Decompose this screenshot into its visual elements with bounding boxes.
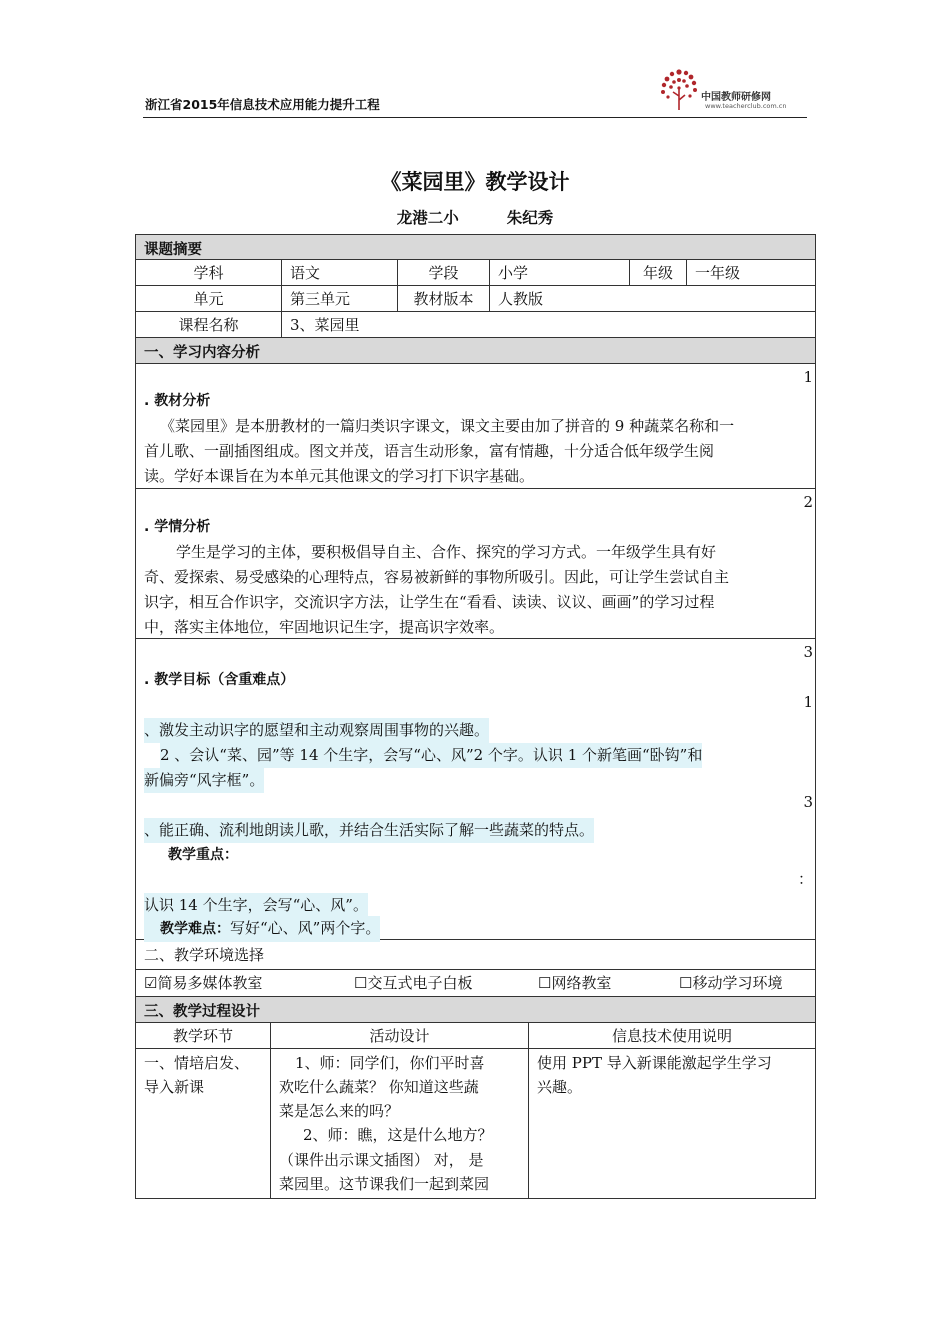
- activity-text: 菜是怎么来的吗？: [279, 1102, 400, 1120]
- key-point-label: 教学重点：: [168, 847, 238, 863]
- difficulty-label: 教学难点：: [160, 921, 230, 937]
- textbook-line: 首儿歌、一副插图组成。图文并茂，语言生动形象，富有情趣，十分适合低年级学生阅: [144, 442, 715, 460]
- learner-title: . 学情分析: [144, 519, 211, 535]
- activity-text: 1、师：同学们，你们平时喜: [295, 1054, 485, 1072]
- program-title: 浙江省2015年信息技术应用能力提升工程: [145, 97, 380, 112]
- goals-number: 3: [803, 643, 813, 661]
- difficulty-line: [144, 916, 380, 942]
- logo-url-text: www.teacherclub.com.cn: [705, 102, 787, 110]
- table-row: [136, 1049, 815, 1199]
- teacher-network-logo: [655, 66, 805, 116]
- summary-row-2: [136, 286, 815, 312]
- stage-text: 一、情培启发、: [144, 1054, 250, 1072]
- logo-chinese-text: 中国教师研修网: [701, 92, 771, 103]
- column-stage: 教学环节: [136, 1023, 271, 1048]
- activity-text: 欢吃什么蔬菜？ 你知道这些蔬: [279, 1078, 479, 1096]
- learner-line: 识字，相互合作识字，交流识字方法，让学生在“看看、读读、议议、画画”的学习过程: [144, 593, 715, 611]
- difficulty-text: 写好“心、风”两个字。: [230, 919, 381, 937]
- learner-line: 中，落实主体地位，牢固地识记生字，提高识字效率。: [144, 618, 505, 636]
- stage-text: 导入新课: [144, 1078, 205, 1096]
- stage-value: 小学: [490, 260, 630, 285]
- goal-1-text: 、激发主动识字的愿望和主动观察周围事物的兴趣。: [144, 718, 489, 743]
- edition-value: 人教版: [498, 290, 544, 308]
- learner-number: 2: [803, 493, 813, 511]
- tech-text: 兴趣。: [537, 1078, 583, 1096]
- goals-title: . 教学目标（含重难点）: [144, 672, 295, 688]
- activity-text: 2、师：瞧，这是什么地方？: [303, 1126, 493, 1144]
- tech-text: 使用 PPT 导入新课能激起学生学习: [537, 1054, 772, 1072]
- page-header: [143, 66, 807, 118]
- summary-row-1: [136, 260, 815, 286]
- goal-2-text: 2 、会认“菜、园”等 14 个生字，会写“心、风”2 个字。认识 1 个新笔画“卧钩”和: [160, 743, 702, 768]
- course-value: 3、菜园里: [290, 316, 360, 334]
- summary-heading-row: [136, 235, 815, 260]
- subject-value: 语文: [282, 260, 398, 285]
- summary-row-3: [136, 312, 815, 338]
- textbook-line: 《菜园里》是本册教材的一篇归类识字课文，课文主要由加了拼音的 9 种蔬菜名称和一: [160, 417, 735, 435]
- column-activity: 活动设计: [271, 1023, 529, 1048]
- teaching-goals-block: [136, 639, 815, 940]
- process-heading-row: [136, 997, 815, 1023]
- logo-flower-icon: [655, 66, 703, 112]
- stage-cell: [136, 1049, 271, 1198]
- goal-3-text: 、能正确、流利地朗读儿歌，并结合生活实际了解一些蔬菜的特点。: [144, 818, 594, 843]
- stage-label: 学段: [398, 260, 490, 285]
- document-title: 《菜园里》教学设计: [380, 169, 570, 194]
- grade-label: 年级: [630, 260, 687, 285]
- activity-text: 菜园里。这节课我们一起到菜园: [279, 1175, 490, 1193]
- activity-text: （课件出示课文插图） 对， 是: [279, 1151, 484, 1169]
- key-point-text: 认识 14 个生字，会写“心、风”。: [144, 893, 368, 918]
- textbook-title: . 教材分析: [144, 393, 211, 409]
- tech-cell: [529, 1049, 815, 1198]
- textbook-number: 1: [803, 368, 813, 386]
- textbook-line: 读。学好本课旨在为本单元其他课文的学习打下识字基础。: [144, 467, 535, 485]
- edition-label: 教材版本: [398, 286, 490, 311]
- subject-label: 学科: [136, 260, 282, 285]
- analysis-heading-row: [136, 338, 815, 364]
- unit-value: 第三单元: [282, 286, 398, 311]
- process-column-headers: [136, 1023, 815, 1049]
- lesson-plan-table: [135, 234, 816, 1199]
- column-tech: 信息技术使用说明: [611, 1027, 732, 1045]
- environment-options-row: [136, 970, 815, 997]
- environment-heading: 二、教学环境选择: [144, 946, 265, 964]
- grade-value: 一年级: [695, 264, 741, 282]
- course-label: 课程名称: [136, 312, 282, 337]
- goal-1-number: 1: [803, 693, 813, 711]
- option-mobile-learning[interactable]: ☐移动学习环境: [679, 974, 783, 992]
- learner-analysis-block: [136, 489, 815, 639]
- goal-3-number: 3: [803, 793, 813, 811]
- analysis-heading: 一、学习内容分析: [144, 345, 260, 361]
- learner-line: 奇、爱探索、易受感染的心理特点，容易被新鲜的事物所吸引。因此，可让学生尝试自主: [144, 568, 730, 586]
- author-school: 龙港二小: [396, 208, 459, 227]
- author-name: 朱纪秀: [506, 208, 554, 227]
- environment-heading-row: [136, 940, 815, 970]
- summary-heading: 课题摘要: [144, 242, 202, 258]
- option-multimedia-classroom[interactable]: ☑简易多媒体教室: [144, 974, 263, 992]
- activity-cell: [271, 1049, 529, 1198]
- process-heading: 三、教学过程设计: [144, 1004, 260, 1020]
- option-interactive-whiteboard[interactable]: ☐交互式电子白板: [354, 974, 473, 992]
- key-point-colon: ：: [797, 870, 813, 888]
- learner-line: 学生是学习的主体，要积极倡导自主、合作、探究的学习方式。一年级学生具有好: [176, 543, 717, 561]
- author-line: [0, 206, 950, 228]
- unit-label: 单元: [136, 286, 282, 311]
- option-network-classroom[interactable]: ☐网络教室: [538, 974, 612, 992]
- textbook-analysis-block: [136, 364, 815, 489]
- goal-2-text-cont: 新偏旁“风字框”。: [144, 768, 264, 793]
